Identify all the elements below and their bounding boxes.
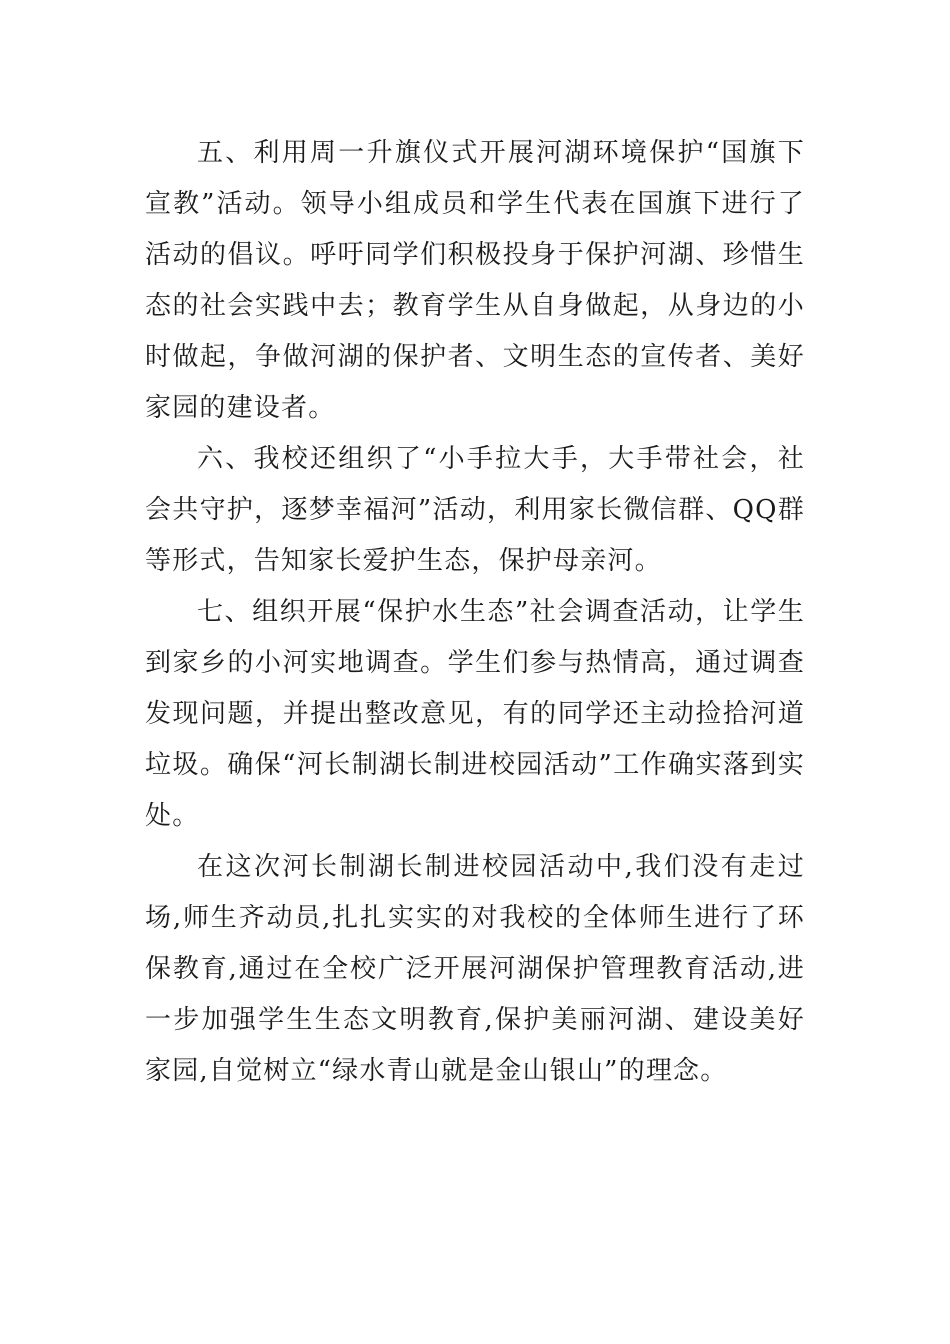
document-body	[145, 128, 805, 1097]
paragraph-six: 六、我校还组织了“小手拉大手，大手带社会，社会共守护，逐梦幸福河”活动，利用家长微信群、QQ群等形式，告知家长爱护生态，保护母亲河。	[145, 444, 805, 576]
paragraph-five: 五、利用周一升旗仪式开展河湖环境保护“国旗下宣教”活动。领导小组成员和学生代表在国旗下进行了活动的倡议。呼吁同学们积极投身于保护河湖、珍惜生态的社会实践中去；教育学生从自身做起，从身边的小时做起，争做河湖的保护者、文明生态的宣传者、美好家园的建设者。	[145, 138, 805, 423]
paragraph-seven: 七、组织开展“保护水生态”社会调查活动，让学生到家乡的小河实地调查。学生们参与热情高，通过调查发现问题，并提出整改意见，有的同学还主动捡拾河道垃圾。确保“河长制湖长制进校园活动”工作确实落到实处。	[145, 597, 805, 831]
paragraph-conclusion: 在这次河长制湖长制进校园活动中,我们没有走过场,师生齐动员,扎扎实实的对我校的全体师生进行了环保教育,通过在全校广泛开展河湖保护管理教育活动,进一步加强学生生态文明教育,保护美丽河湖、建设美好家园,自觉树立“绿水青山就是金山银山”的理念。	[145, 852, 805, 1086]
